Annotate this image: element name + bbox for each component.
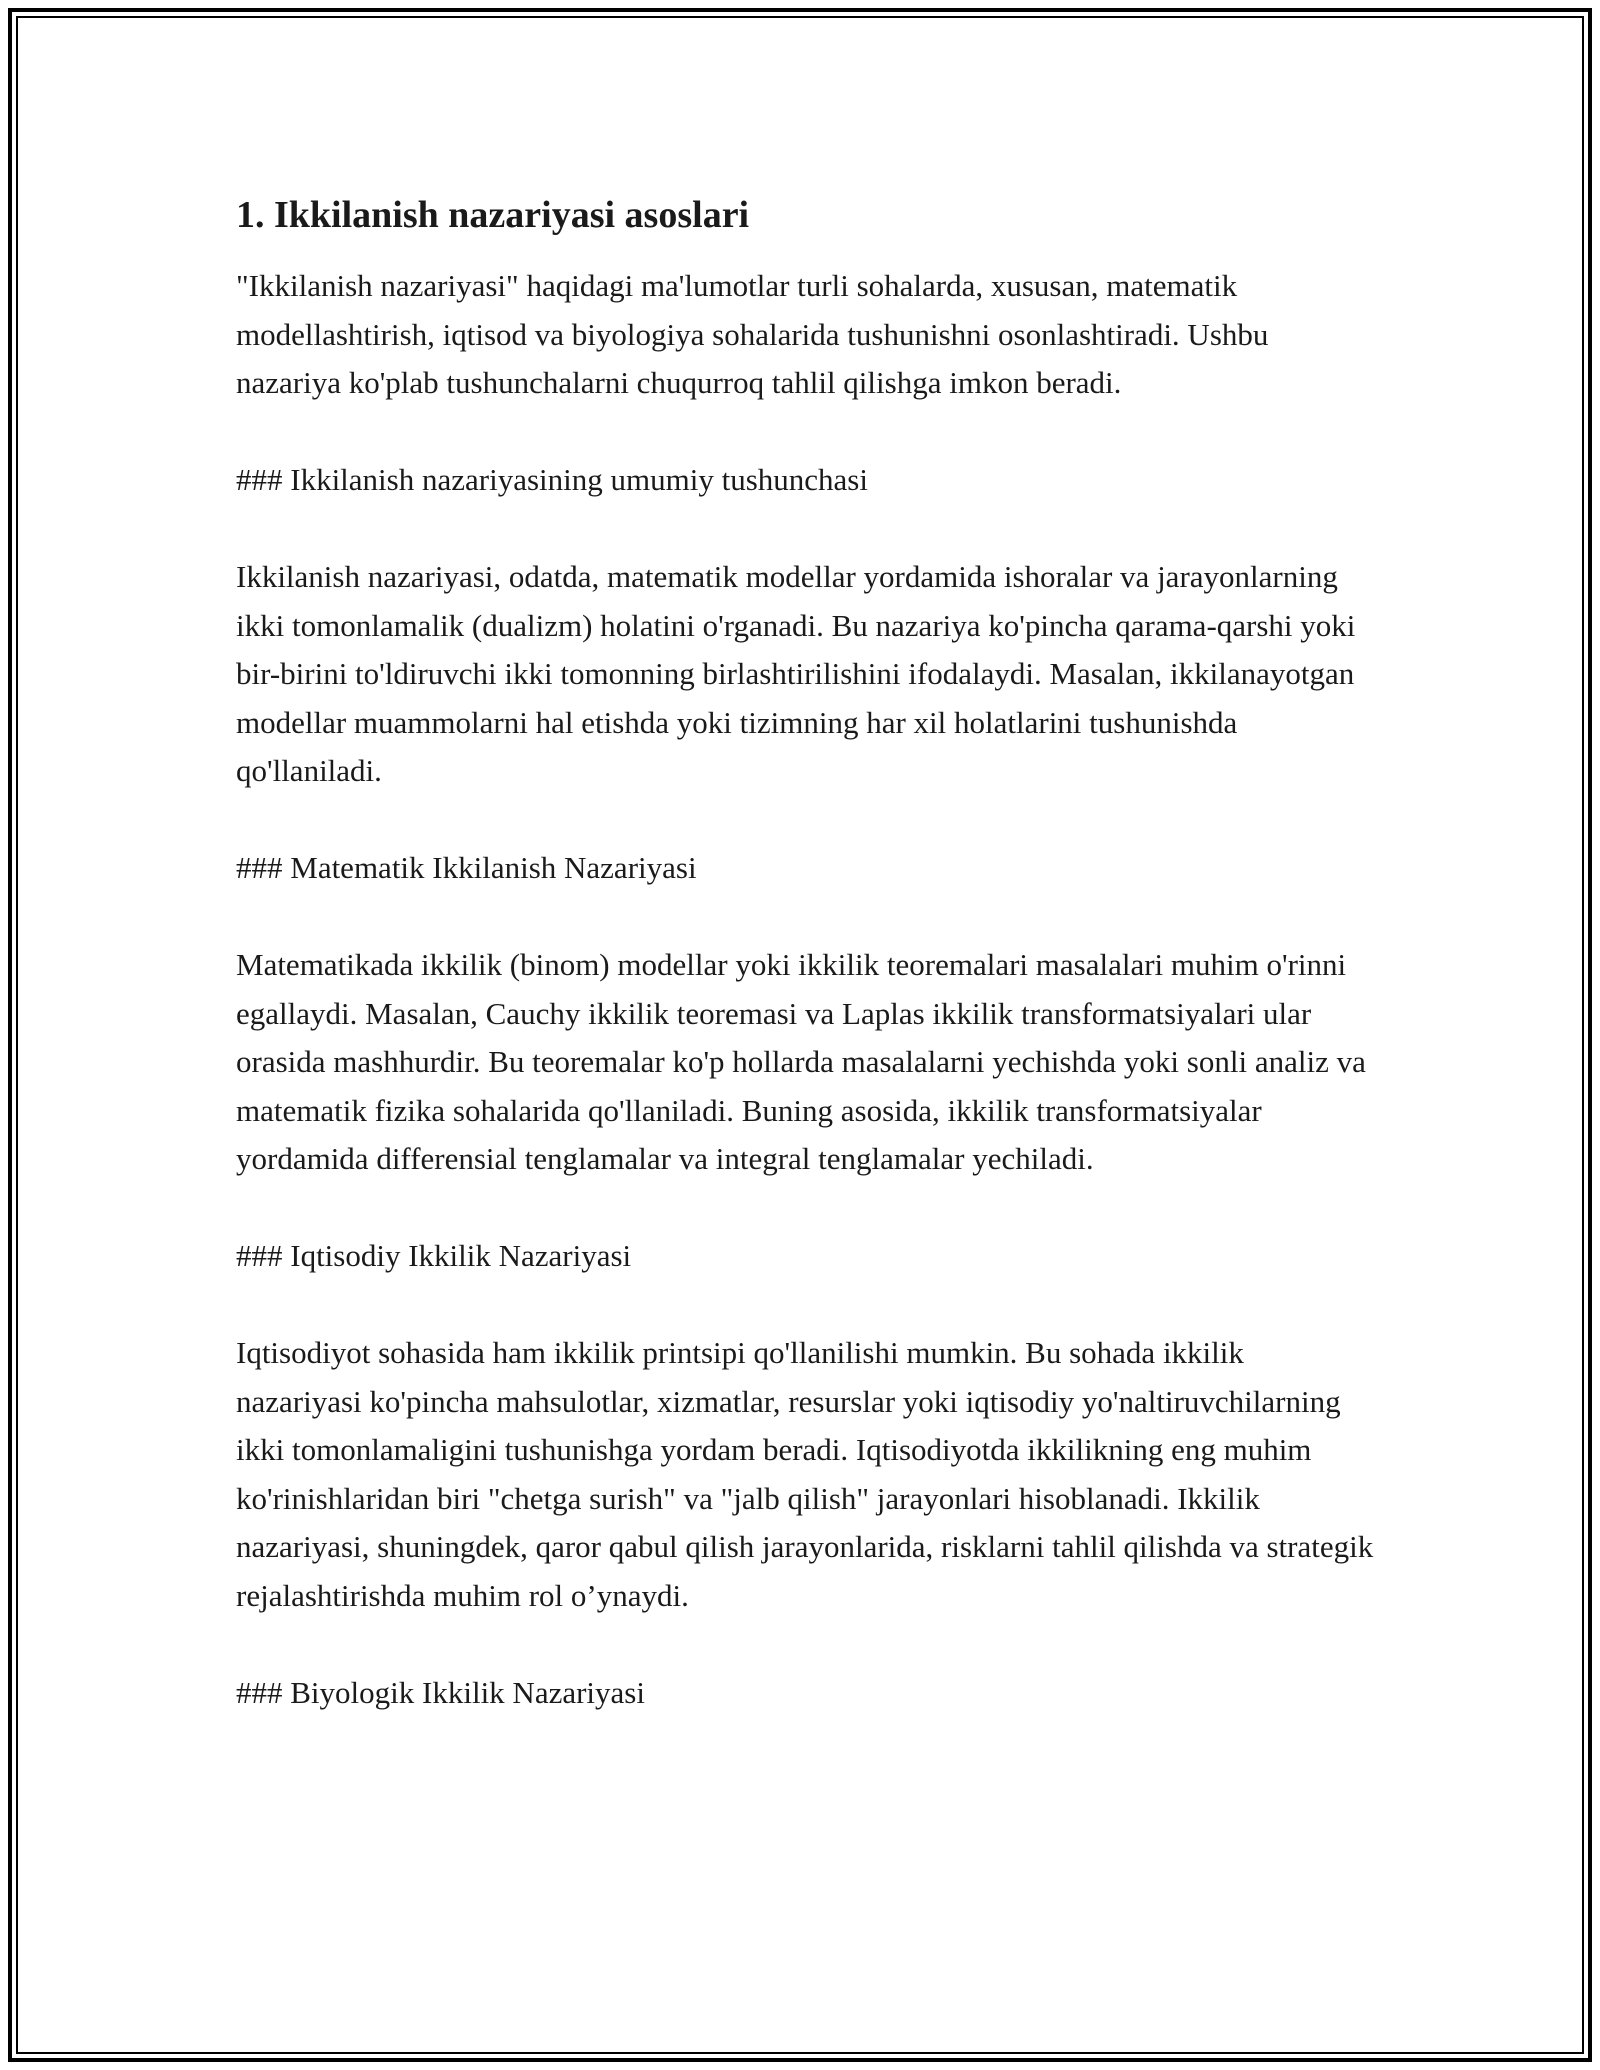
section-text-mathematical: Matematikada ikkilik (binom) modellar yoki ikkilik teoremalari masalalari muhim o'rinni egallaydi. Masalan, Cauchy ikkilik teoremasi va Laplas ikkilik transformatsiyalari ular orasida mashhurdir. Bu teoremalar ko'p hollarda masalalarni yechishda yoki sonli analiz va matematik fizika sohalarida qo'llaniladi. Buning asosida, ikkilik transformatsiyalar yordamida differensial tenglamalar va integral tenglamalar yechiladi. — [236, 947, 1366, 1176]
document-body — [236, 186, 1376, 1766]
section-text-general: Ikkilanish nazariyasi, odatda, matematik modellar yordamida ishoralar va jarayonlarning ikki tomonlamalik (dualizm) holatini o'rganadi. Bu nazariya ko'pincha qarama-qarshi yoki bir-birini to'ldiruvchi ikki tomonning birlashtirilishini ifodalaydi. Masalan, ikkilanayotgan modellar muammolarni hal etishda yoki tizimning har xil holatlarini tushunishda qo'llaniladi. — [236, 559, 1356, 788]
section-text-economic: Iqtisodiyot sohasida ham ikkilik printsipi qo'llanilishi mumkin. Bu sohada ikkilik nazariyasi ko'pincha mahsulotlar, xizmatlar, resurslar yoki iqtisodiy yo'naltiruvchilarning ikki tomonlamaligini tushunishga yordam beradi. Iqtisodiyotda ikkilikning eng muhim ko'rinishlaridan biri "chetga surish" va "jalb qilish" jarayonlari hisoblanadi. Ikkilik nazariyasi, shuningdek, qaror qabul qilish jarayonlarida, risklarni tahlil qilishda va strategik rejalashtirishda muhim rol o’ynaydi. — [236, 1335, 1374, 1613]
section-heading-biological: ### Biyologik Ikkilik Nazariyasi — [236, 1674, 645, 1710]
section-heading-general: ### Ikkilanish nazariyasining umumiy tushunchasi — [236, 462, 868, 497]
section-heading-economic: ### Iqtisodiy Ikkilik Nazariyasi — [236, 1238, 632, 1273]
document-title: 1. Ikkilanish nazariyasi asoslari — [236, 194, 750, 236]
section-heading-mathematical: ### Matematik Ikkilanish Nazariyasi — [236, 850, 697, 885]
intro-paragraph: "Ikkilanish nazariyasi" haqidagi ma'lumotlar turli sohalarda, xususan, matematik modellashtirish, iqtisod va biyologiya sohalarida tushunishni osonlashtiradi. Ushbu nazariya ko'plab tushunchalarni chuqurroq tahlil qilishga imkon beradi. — [236, 268, 1269, 400]
